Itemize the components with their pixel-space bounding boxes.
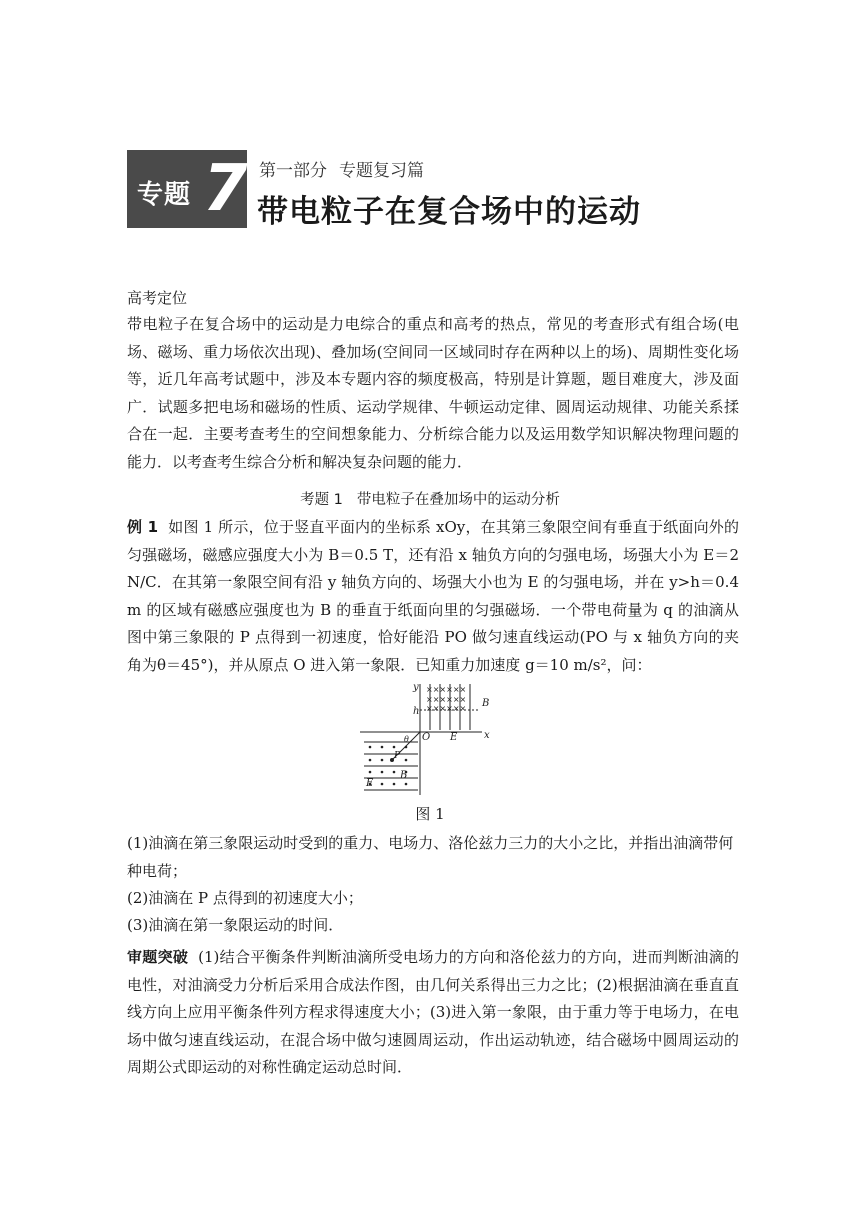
label-E-top: E (450, 732, 458, 743)
topic-heading (0, 488, 860, 509)
label-x: x (484, 730, 490, 741)
question-2: (2)油滴在 P 点得到的初速度大小； (127, 889, 363, 907)
question-3: (3)油滴在第一象限运动的时间． (127, 916, 344, 934)
topic-title: 带电粒子在叠加场中的运动分析 (356, 492, 560, 508)
example-paragraph (127, 514, 739, 679)
figure-caption: 图 1 (415, 805, 445, 823)
label-E-bottom: E (366, 778, 374, 789)
label-theta: θ (404, 735, 409, 744)
question-1: (1)油滴在第三象限运动时受到的重力、电场力、洛伦兹力三力的大小之比，并指出油滴带何种电荷； (127, 834, 734, 880)
svg-text:××××××: ×××××× (426, 685, 467, 694)
part-label-main: 第一部分 (259, 161, 327, 181)
badge-label: 专题 (137, 180, 192, 210)
label-h: h (413, 706, 420, 717)
analysis-label: 审题突破 (127, 948, 189, 966)
cross-marks (426, 685, 466, 713)
part-label (259, 156, 424, 181)
label-y: y (413, 682, 419, 693)
figure-1-diagram (360, 680, 495, 798)
svg-text:××××××: ×××××× (426, 695, 467, 704)
example-text: 如图 1 所示，位于竖直平面内的坐标系 xOy，在其第三象限空间有垂直于纸面向外的匀强磁场，磁感应强度大小为 B＝0.5 T，还有沿 x 轴负方向的匀强电场，场强大小为 E＝2 N/C．在其第一象限空间有沿 y 轴负方向的、场强大小也为 E 的匀强电场，并在 y>h＝0.4 m 的区域有磁感应强度也为 B 的垂直于纸面向里的匀强磁场．一个带电荷量为 q 的油滴从图中第三象限的 P 点得到一初速度，恰好能沿 PO 做匀速直线运动(PO 与 x 轴负方向的夹角为θ＝45°)，并从原点 O 进入第一象限．已知重力加速度 g＝10 m/s²，问： (127, 518, 739, 674)
chapter-badge (127, 150, 247, 228)
analysis-text: (1)结合平衡条件判断油滴所受电场力的方向和洛伦兹力的方向，进而判断油滴的电性，对油滴受力分析后采用合成法作图，由几何关系得出三力之比；(2)根据油滴在垂直直线方向上应用平衡条件列方程求得速度大小；(3)进入第一象限，由于重力等于电场力，在电场中做匀速直线运动，在混合场中做匀速圆周运动，作出运动轨迹，结合磁场中圆周运动的周期公式即运动的对称性确定运动总时间． (127, 948, 739, 1076)
label-B-top: B (482, 698, 490, 709)
part-label-sub: 专题复习篇 (339, 161, 424, 181)
chapter-header (127, 150, 747, 228)
section-label-positioning: 高考定位 (127, 289, 188, 307)
positioning-paragraph: 带电粒子在复合场中的运动是力电综合的重点和高考的热点，常见的考查形式有组合场(电场、磁场、重力场依次出现)、叠加场(空间同一区域同时存在两种以上的场)、周期性变化场等，近几年高考试题中，涉及本专题内容的频度极高，特别是计算题，题目难度大，涉及面广．试题多把电场和磁场的性质、运动学规律、牛顿运动定律、圆周运动规律、功能关系揉合在一起．主要考查考生的空间想象能力、分析综合能力以及运用数学知识解决物理问题的能力．以考查考生综合分析和解决复杂问题的能力． (127, 315, 739, 471)
topic-number: 考题 1 (300, 492, 343, 508)
analysis-paragraph (127, 944, 739, 1082)
svg-text:××××××: ×××××× (426, 704, 467, 713)
label-P: P (394, 751, 401, 761)
badge-number: 7 (203, 152, 248, 226)
label-B-bottom: B (400, 770, 408, 781)
chapter-title: 带电粒子在复合场中的运动 (257, 194, 641, 230)
example-label: 例 1 (127, 518, 159, 536)
label-O: O (422, 732, 431, 743)
